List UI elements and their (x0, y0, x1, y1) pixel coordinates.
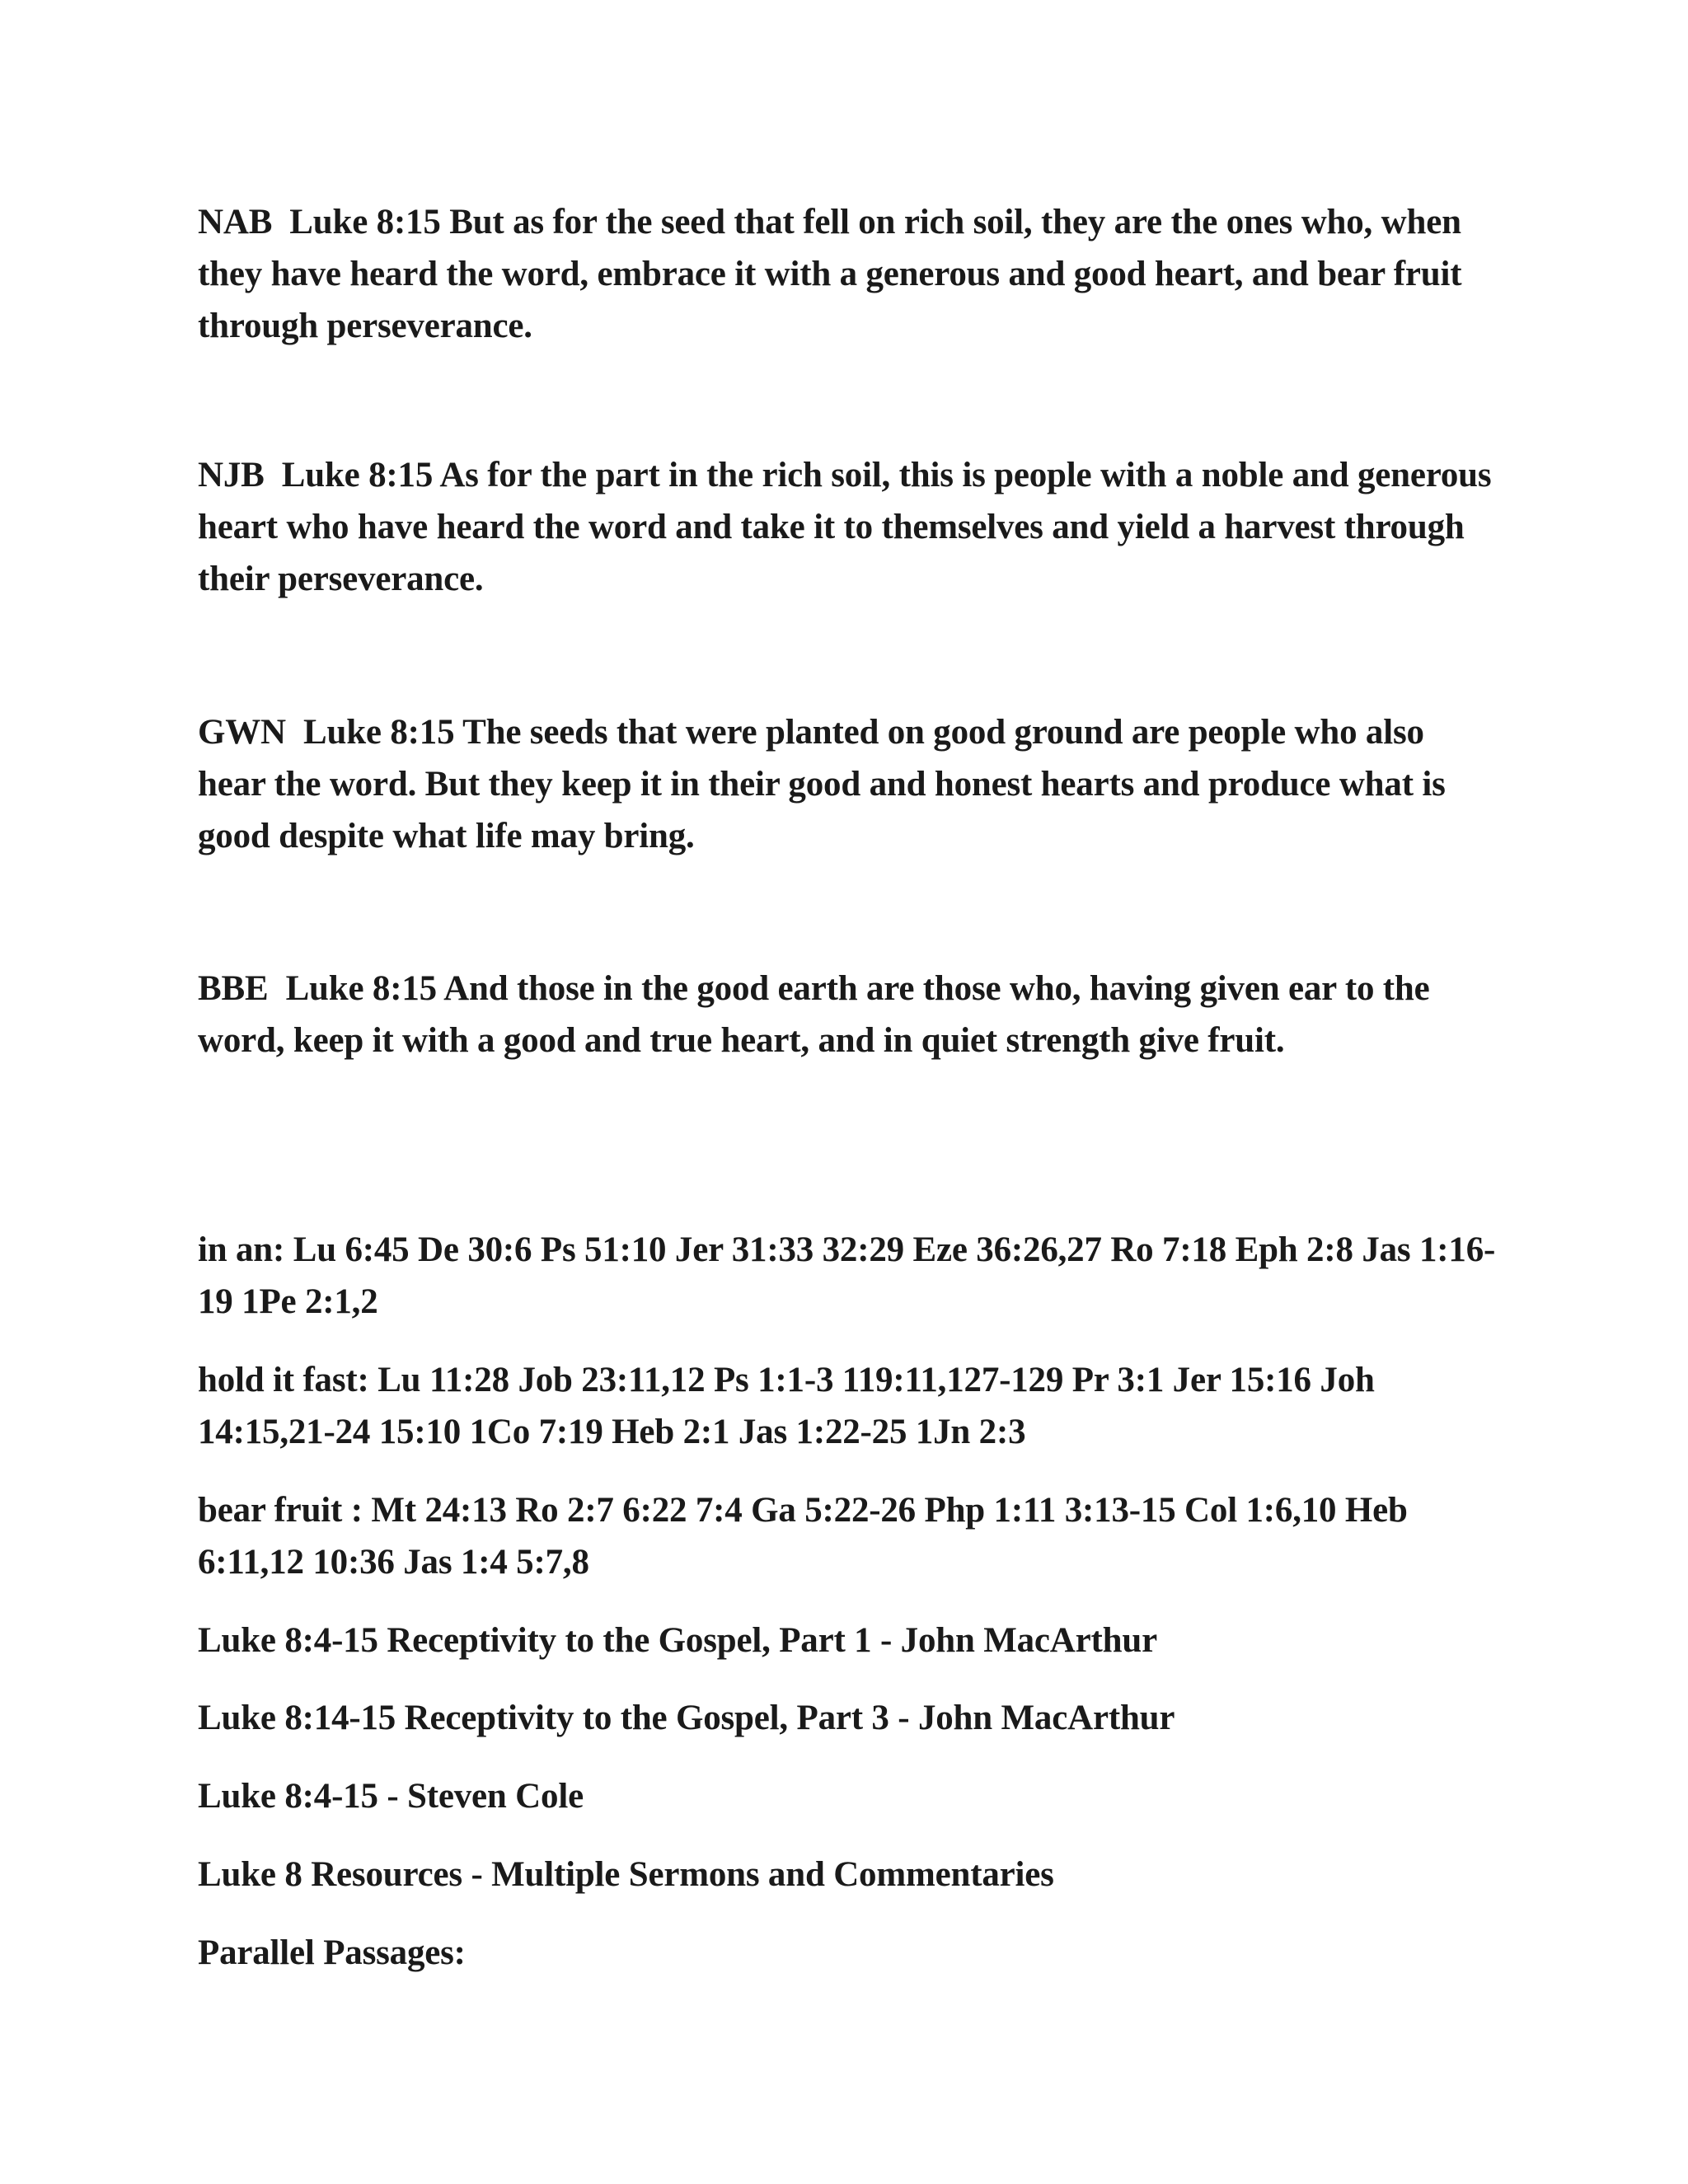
cross-reference-label: hold it fast: (198, 1361, 369, 1399)
verse-text: But as for the seed that fell on rich soil, they are the ones who, when they have heard the word, embrace it with a generous and good heart, and bear fruit through perseverance. (198, 203, 1462, 345)
verse-version: NAB (198, 203, 273, 241)
verse-reference: Luke 8:15 (303, 713, 455, 752)
verse-reference: Luke 8:15 (281, 456, 434, 494)
resource-link-luke-8-resources[interactable]: Luke 8 Resources - Multiple Sermons and Commentaries (198, 1855, 1054, 1894)
cross-reference-hold-it-fast (198, 1354, 1500, 1458)
verse-text: And those in the good earth are those who, having given ear to the word, keep it with a good and true heart, and in quiet strength give fruit. (198, 969, 1430, 1060)
cross-reference-label: bear fruit : (198, 1491, 363, 1530)
verse-reference: Luke 8:15 (285, 969, 437, 1008)
verse-text: The seeds that were planted on good ground are people who also hear the word. But they keep it in their good and honest hearts and produce what is good despite what life may bring. (198, 713, 1446, 855)
verse-version: NJB (198, 456, 265, 494)
verse-njb (198, 449, 1500, 605)
parallel-passages-heading: Parallel Passages: (198, 1933, 466, 1972)
resource-link-macarthur-part-1[interactable]: Luke 8:4-15 Receptivity to the Gospel, Part 1 - John MacArthur (198, 1621, 1157, 1660)
cross-reference-list: Lu 6:45 De 30:6 Ps 51:10 Jer 31:33 32:29 Eze 36:26,27 Ro 7:18 Eph 2:8 Jas 1:16-19 1Pe 2:1,2 (198, 1230, 1496, 1321)
resource-link-steven-cole[interactable]: Luke 8:4-15 - Steven Cole (198, 1777, 584, 1816)
cross-reference-list: Mt 24:13 Ro 2:7 6:22 7:4 Ga 5:22-26 Php 1:11 3:13-15 Col 1:6,10 Heb 6:11,12 10:36 Jas 1:4 5:7,8 (198, 1491, 1408, 1582)
verse-gwn (198, 706, 1500, 862)
verse-text: As for the part in the rich soil, this is people with a noble and generous heart who have heard the word and take it to themselves and yield a harvest through their perseverance. (198, 456, 1492, 598)
cross-reference-label: in an: (198, 1230, 285, 1269)
verse-reference: Luke 8:15 (289, 203, 441, 241)
verse-version: BBE (198, 969, 269, 1008)
verse-bbe (198, 963, 1500, 1066)
verse-nab (198, 196, 1500, 352)
cross-reference-list: Lu 11:28 Job 23:11,12 Ps 1:1-3 119:11,127-129 Pr 3:1 Jer 15:16 Joh 14:15,21-24 15:10 1Co 7:19 Heb 2:1 Jas 1:22-25 1Jn 2:3 (198, 1361, 1375, 1451)
cross-reference-bear-fruit (198, 1484, 1500, 1588)
cross-reference-in-an (198, 1224, 1500, 1328)
resource-link-macarthur-part-3[interactable]: Luke 8:14-15 Receptivity to the Gospel, Part 3 - John MacArthur (198, 1699, 1175, 1737)
verse-version: GWN (198, 713, 286, 752)
